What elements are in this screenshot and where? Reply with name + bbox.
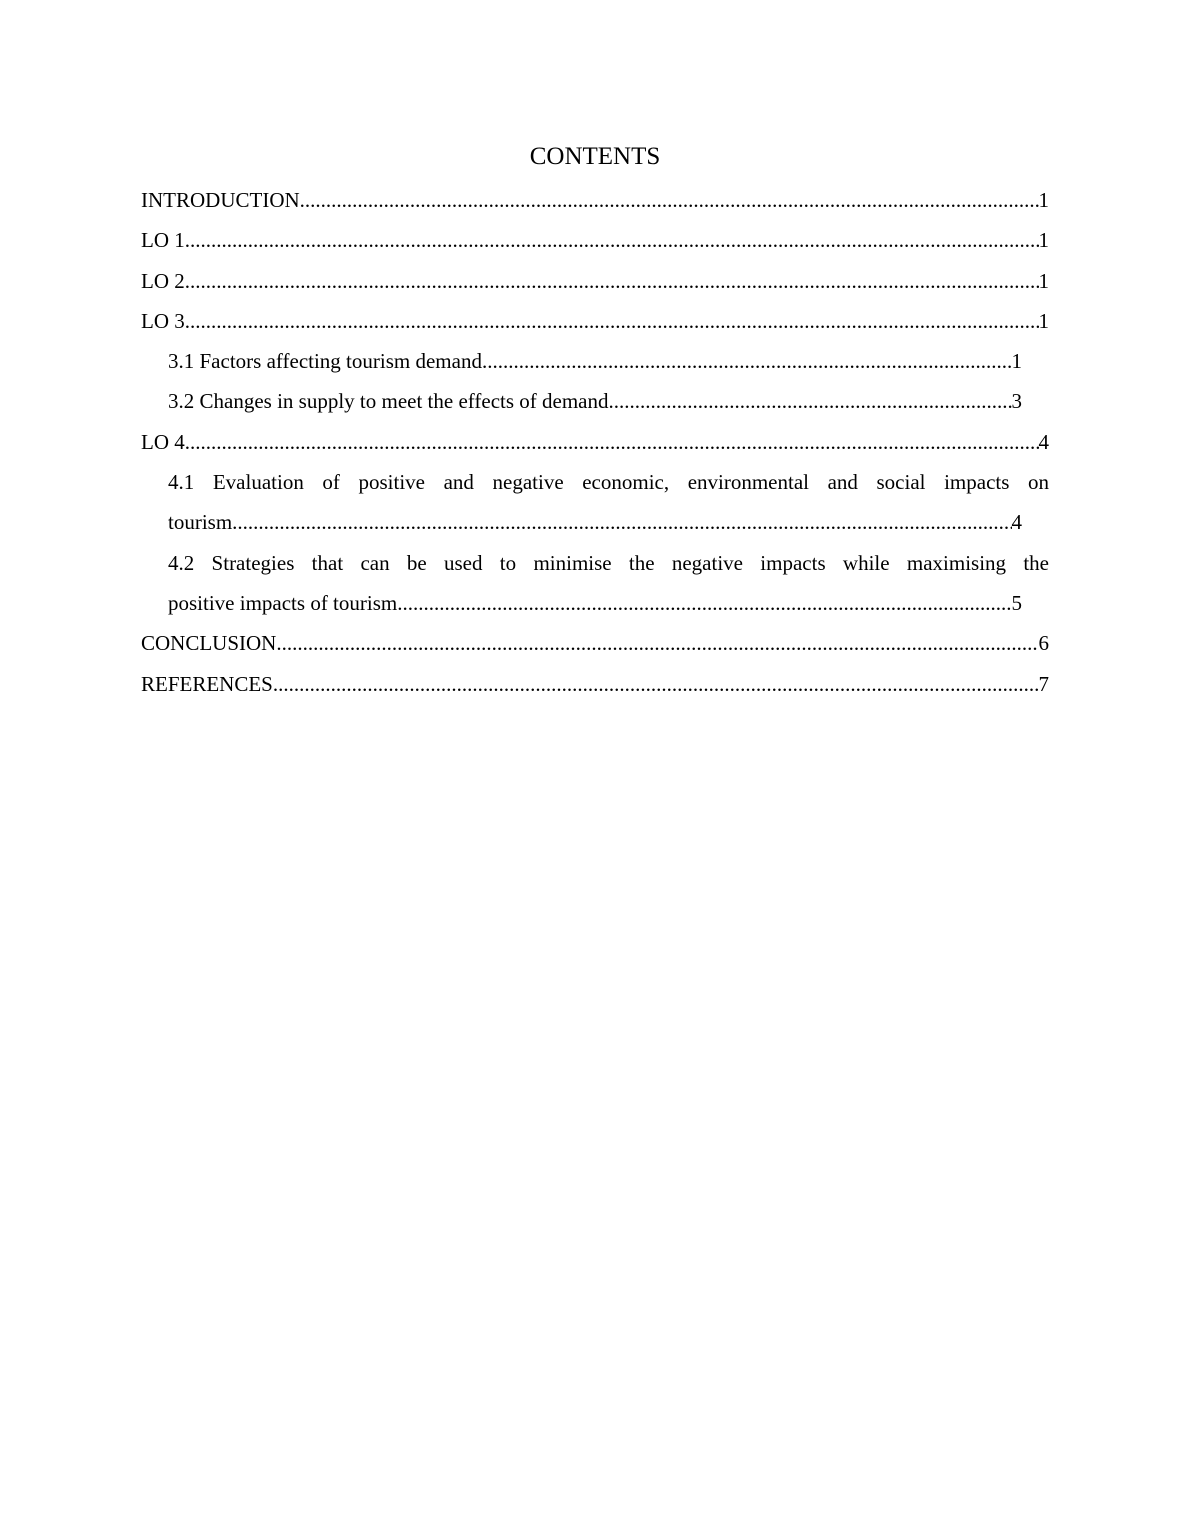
toc-leader-dots bbox=[276, 623, 1038, 663]
toc-page-number: 1 bbox=[1038, 228, 1049, 253]
toc-page-number: 1 bbox=[1011, 349, 1022, 374]
toc-leader-dots bbox=[185, 422, 1039, 462]
toc-page-number: 1 bbox=[1038, 188, 1049, 212]
toc-leader-dots bbox=[185, 220, 1039, 260]
toc-leader-dots bbox=[232, 502, 1011, 542]
toc-entry-lo4[interactable] bbox=[141, 422, 1049, 462]
toc-entry-label: INTRODUCTION bbox=[141, 188, 300, 212]
toc-entry-label-line1: 4.1 Evaluation of positive and negative economic, environmental and social impacts on bbox=[168, 470, 1049, 495]
toc-entry-4-2[interactable] bbox=[141, 543, 1049, 624]
toc-entry-label: CONCLUSION bbox=[141, 631, 277, 656]
toc-entry-label: 3.1 Factors affecting tourism demand bbox=[168, 349, 482, 374]
toc-entry-lo3[interactable] bbox=[141, 301, 1049, 341]
toc-entry-3-1[interactable] bbox=[141, 341, 1049, 381]
toc-entry-label: REFERENCES bbox=[141, 671, 273, 696]
toc-page-number: 4 bbox=[1038, 429, 1049, 454]
contents-title: CONTENTS bbox=[529, 143, 661, 170]
toc-leader-dots bbox=[609, 381, 1012, 421]
toc-leader-dots bbox=[185, 301, 1039, 341]
toc-page-number: 6 bbox=[1038, 631, 1049, 656]
toc-entry-label-line2: positive impacts of tourism bbox=[168, 590, 398, 615]
toc-entry-references[interactable] bbox=[141, 664, 1049, 704]
toc-leader-dots bbox=[185, 261, 1039, 301]
toc-entry-label: LO 4 bbox=[141, 429, 185, 454]
toc-leader-dots bbox=[482, 341, 1012, 381]
toc-page-number: 5 bbox=[1011, 590, 1022, 615]
toc-entry-label: LO 3 bbox=[141, 308, 185, 333]
toc-entry-lo2[interactable] bbox=[141, 261, 1049, 301]
toc-entry-lo1[interactable] bbox=[141, 220, 1049, 260]
toc-page-number: 4 bbox=[1011, 510, 1022, 535]
toc-page-number: 1 bbox=[1038, 268, 1049, 293]
toc-page-number: 7 bbox=[1038, 671, 1049, 696]
toc-entry-label: LO 1 bbox=[141, 228, 185, 253]
toc-page-number: 1 bbox=[1038, 308, 1049, 333]
toc-entry-conclusion[interactable] bbox=[141, 623, 1049, 663]
table-of-contents bbox=[141, 180, 1049, 704]
toc-entry-label-line1: 4.2 Strategies that can be used to minimise the negative impacts while maximising the bbox=[168, 550, 1049, 575]
toc-entry-introduction[interactable] bbox=[141, 180, 1049, 220]
toc-entry-4-1[interactable] bbox=[141, 462, 1049, 543]
toc-entry-label: LO 2 bbox=[141, 268, 185, 293]
toc-entry-label-line2: tourism bbox=[168, 510, 233, 535]
toc-leader-dots bbox=[300, 180, 1039, 220]
toc-leader-dots bbox=[273, 664, 1039, 704]
toc-page-number: 3 bbox=[1011, 389, 1022, 414]
document-page bbox=[141, 140, 1049, 704]
toc-entry-3-2[interactable] bbox=[141, 381, 1049, 421]
toc-entry-label: 3.2 Changes in supply to meet the effects of demand bbox=[168, 389, 609, 414]
toc-leader-dots bbox=[397, 583, 1011, 623]
